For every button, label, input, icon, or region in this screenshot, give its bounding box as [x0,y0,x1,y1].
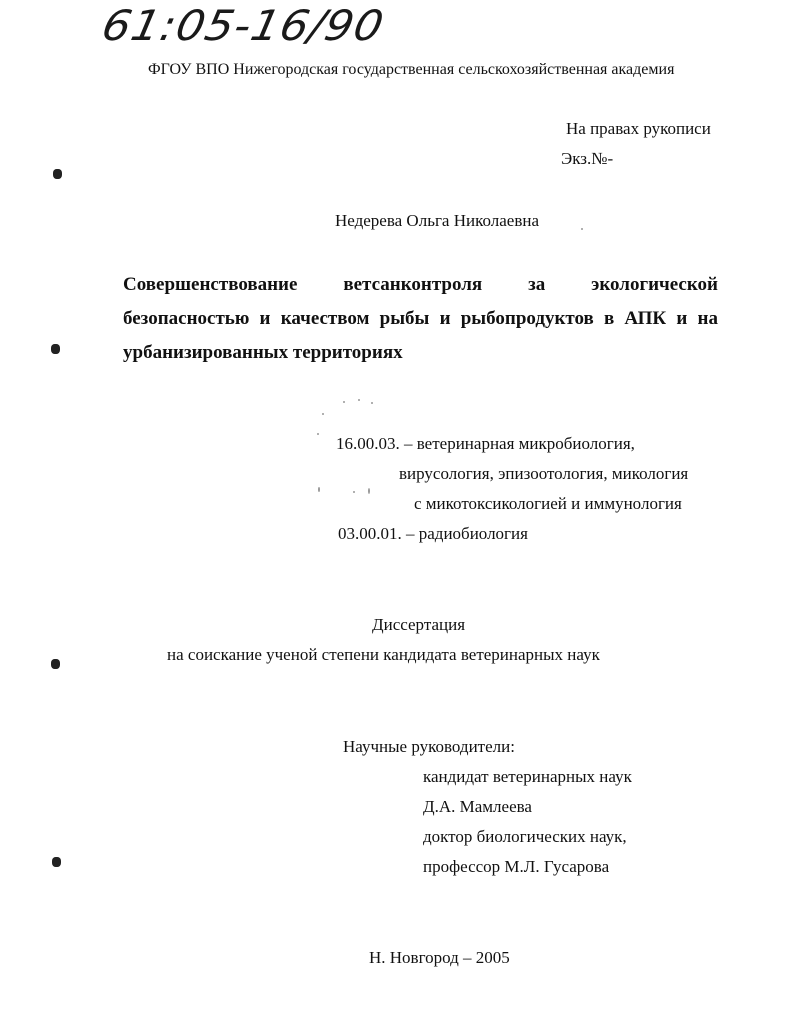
scan-mark [53,169,62,179]
title-line-1: Совершенствование ветсанконтроля за экологической [123,274,718,295]
dissertation-title [123,268,718,370]
supervisor-2-degree: доктор биологических наук, [423,827,627,846]
specialty-1-continuation-1: вирусология, эпизоотология, микология [399,464,689,483]
specialty-1-continuation-2: с микотоксикологией и иммунология [414,494,682,513]
place-and-year: Н. Новгород – 2005 [369,948,510,967]
scan-noise [581,228,583,230]
scan-noise [318,487,320,492]
rights-note: На правах рукописи [566,119,711,138]
scan-mark [51,659,60,669]
scan-noise [353,491,355,493]
archive-number: 61:05-16/90 [97,2,389,51]
copy-number-note: Экз.№- [561,149,614,168]
document-type: Диссертация [372,615,466,634]
author-name: Недерева Ольга Николаевна [335,211,540,230]
title-line-3: урбанизированных территориях [123,342,403,363]
scan-noise [343,401,345,403]
scan-mark [52,857,61,867]
title-line-2: безопасностью и качеством рыбы и рыбопродуктов в АПК и на [123,308,718,329]
specialty-2: 03.00.01. – радиобиология [338,524,528,543]
institution-name: ФГОУ ВПО Нижегородская государственная сельскохозяйственная академия [148,61,675,78]
supervisors-heading: Научные руководители: [343,737,515,756]
degree-statement: на соискание ученой степени кандидата ветеринарных наук [167,645,600,664]
supervisor-2-name: профессор М.Л. Гусарова [423,857,610,876]
supervisor-1-name: Д.А. Мамлеева [423,797,532,816]
supervisor-1-degree: кандидат ветеринарных наук [423,767,632,786]
scan-noise [371,402,373,404]
scan-mark [51,344,60,354]
scan-noise [368,488,370,494]
scan-noise [322,413,324,415]
scan-noise [317,433,319,435]
scan-noise [358,399,360,401]
specialty-1: 16.00.03. – ветеринарная микробиология, [336,434,635,453]
